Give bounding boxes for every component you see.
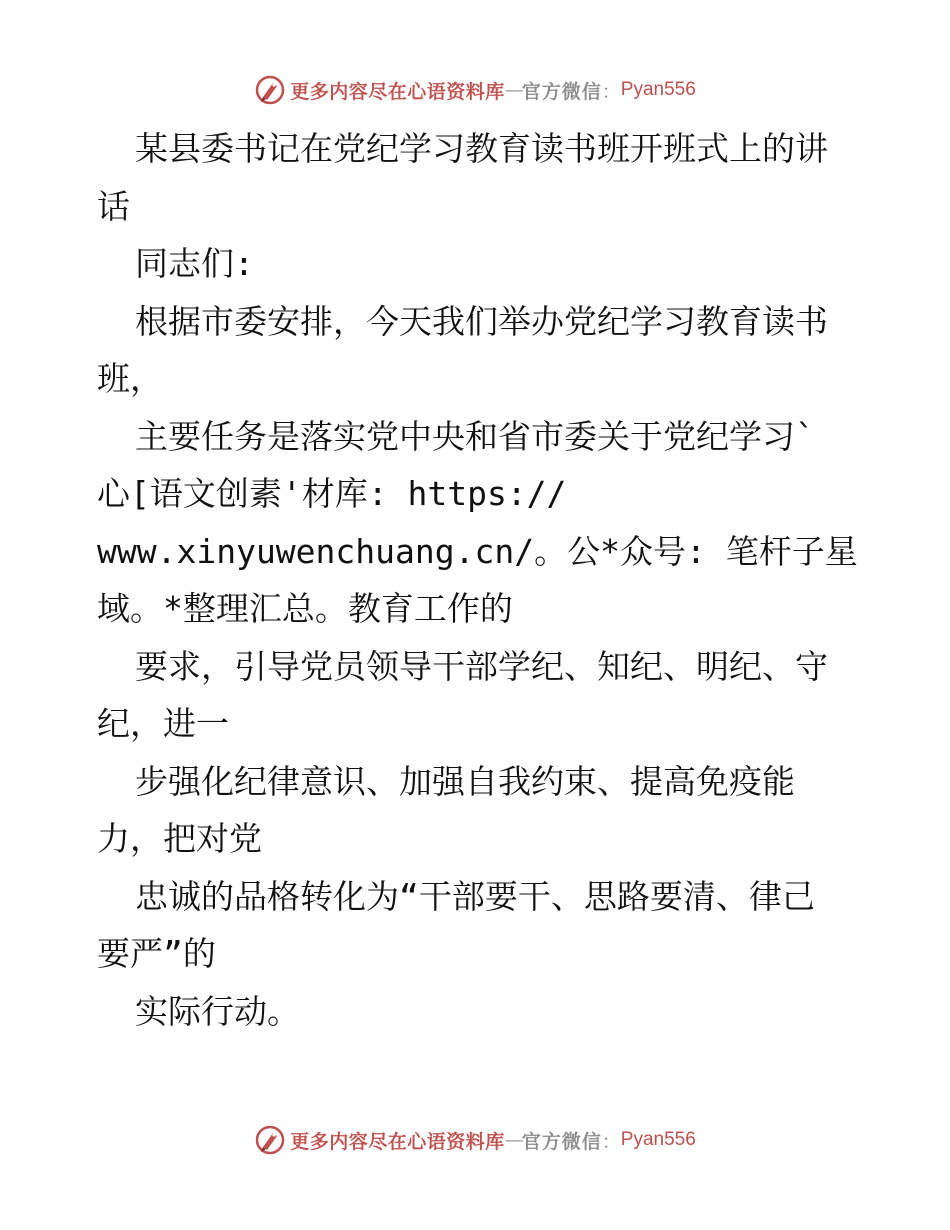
banner-colon: ： xyxy=(601,1130,621,1153)
title-line-2: 话 xyxy=(97,186,130,226)
salutation: 同志们: xyxy=(135,244,254,283)
paragraph-line: www.xinyuwenchuang.cn/。公*众号: 笔杆子星 xyxy=(97,531,858,571)
paragraph-line: 实际行动。 xyxy=(135,991,300,1031)
paragraph-line: 忠诚的品格转化为“干部要干、思路要清、律己 xyxy=(135,876,815,916)
paragraph-line: 主要任务是落实党中央和省市委关于党纪学习` xyxy=(135,416,815,456)
paragraph-line: 心[语文创素'材库: https:// xyxy=(97,474,567,513)
paragraph-line: 力，把对党 xyxy=(97,819,262,858)
title-line-1: 某县委书记在党纪学习教育读书班开班式上的讲 xyxy=(135,129,828,168)
document-body xyxy=(97,120,857,1040)
banner-wechat-label: 官方微信 xyxy=(521,1130,602,1153)
paragraph-line: 步强化纪律意识、加强自我约束、提高免疫能 xyxy=(135,761,795,801)
banner-wechat-id: Pyan556 xyxy=(620,79,696,100)
paragraph-line: 域。*整理汇总。教育工作的 xyxy=(97,589,513,628)
paragraph-line: 班， xyxy=(97,359,163,398)
paragraph-line: 要严”的 xyxy=(97,934,216,973)
header-banner xyxy=(0,72,950,108)
banner-dash: — xyxy=(504,79,522,101)
pen-logo-icon xyxy=(254,74,286,106)
banner-text: 更多内容尽在心语资料库 xyxy=(290,80,505,103)
paragraph-line: 要求，引导党员领导干部学纪、知纪、明纪、守 xyxy=(135,646,828,686)
pen-logo-icon xyxy=(254,1124,286,1156)
paragraph-line: 根据市委安排，今天我们举办党纪学习教育读书 xyxy=(135,301,828,341)
banner-wechat-label: 官方微信 xyxy=(521,80,602,103)
footer-banner xyxy=(0,1122,950,1158)
banner-wechat-id: Pyan556 xyxy=(620,1129,696,1150)
banner-dash: — xyxy=(504,1129,522,1151)
banner-text: 更多内容尽在心语资料库 xyxy=(290,1130,505,1153)
paragraph-line: 纪，进一 xyxy=(97,704,229,743)
banner-colon: ： xyxy=(601,80,621,103)
